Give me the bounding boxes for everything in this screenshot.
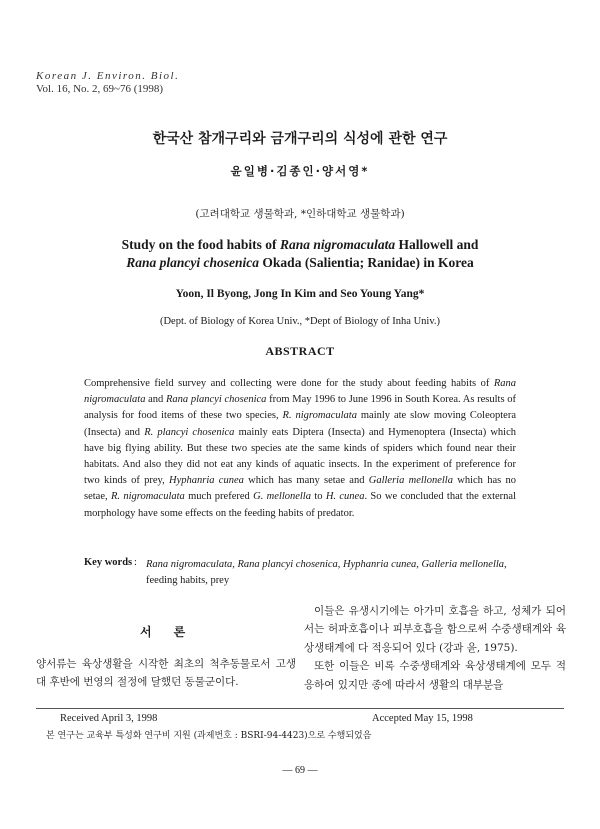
abstract-text: mainly ate slow moving Coleoptera (Insecta) and xyxy=(84,410,516,438)
species-name: Rana nigromaculata xyxy=(84,378,516,406)
keyword-comma: , xyxy=(416,559,422,570)
abstract-body xyxy=(84,376,516,522)
english-affiliation: (Dept. of Biology of Korea Univ., *Dept of Biology of Inha Univ.) xyxy=(159,316,441,327)
korean-authors: 윤일병·김종인·양서영* xyxy=(230,164,370,178)
korean-title: 한국산 참개구리와 금개구리의 식성에 관한 연구 xyxy=(152,131,448,147)
title-species: Rana nigromaculata xyxy=(279,237,396,252)
species-name: H. cunea xyxy=(325,491,365,503)
abstract-text: . So we concluded that the external morphology have some effects on the feeding habits of predator. xyxy=(84,491,516,519)
abstract-text: which has many setae and xyxy=(243,475,369,487)
abstract-text: Comprehensive field survey and collecting were done for the study about feeding habits of xyxy=(84,378,494,389)
english-title xyxy=(0,236,600,272)
species-name: R. plancyi chosenica xyxy=(144,426,235,438)
keywords-label: Key words xyxy=(84,557,133,568)
species-name: G. mellonella xyxy=(253,491,311,503)
english-authors: Yoon, Il Byong, Jong In Kim and Seo Young Yang* xyxy=(175,288,425,300)
abstract-text: which has no setae, xyxy=(84,475,516,503)
keyword: Galleria mellonella xyxy=(421,559,505,570)
funding-note: 본 연구는 교육부 특성화 연구비 지원 (과제번호 : BSRI-94-4423)으로 수행되었음 xyxy=(46,731,372,741)
title-species: Rana plancyi chosenica xyxy=(126,255,260,270)
korean-affiliation: (고려대학교 생물학과, *인하대학교 생물학과) xyxy=(195,208,405,220)
abstract-text: from May 1996 to June 1996 in South Korea. As results of analysis for food items of these two species, xyxy=(84,394,516,422)
abstract-heading: ABSTRACT xyxy=(265,344,335,358)
species-name: R. nigromaculata xyxy=(110,491,185,503)
species-name: Hyphanria cunea xyxy=(169,475,244,487)
page-number: — 69 — xyxy=(282,765,318,776)
species-name: R. nigromaculata xyxy=(282,410,357,422)
abstract-text: much prefered xyxy=(184,491,254,503)
intro-paragraph-2: 또한 이들은 비록 수중생태계와 육상생태계에 모두 적응하여 있지만 종에 따라서 생활의 대부분을 xyxy=(304,660,566,691)
keywords-separator: : xyxy=(134,557,137,568)
journal-volume: Vol. 16, No. 2, 69~76 (1998) xyxy=(36,83,164,95)
keyword-comma: , xyxy=(337,559,344,570)
intro-left-column: 양서류는 육상생활을 시작한 최초의 척추동물로서 고생대 후반에 번영의 절정에 달했던 동물군이다. xyxy=(36,658,296,689)
english-title-line1 xyxy=(0,236,600,254)
keywords-list xyxy=(146,557,518,589)
keyword: Rana nigromaculata xyxy=(146,559,233,570)
keyword: Hyphanria cunea xyxy=(343,559,417,570)
accepted-date: Accepted May 15, 1998 xyxy=(372,713,473,724)
abstract-text: and xyxy=(145,394,166,406)
journal-citation xyxy=(36,70,179,96)
journal-name: Korean J. Environ. Biol. xyxy=(36,70,180,82)
footnote-divider xyxy=(36,708,564,709)
title-text: Hallowell and xyxy=(395,237,479,252)
intro-right-column xyxy=(304,602,566,694)
intro-paragraph-1: 이들은 유생시기에는 아가미 호흡을 하고, 성체가 되어서는 허파호흡이나 피부호흡을 함으로써 수중생태계와 육상생태계에 다 적응되어 있다 (강과 윤, 1975). xyxy=(304,605,566,654)
keyword: Rana plancyi chosenica xyxy=(237,559,338,570)
abstract-text: mainly eats Diptera (Insecta) and Hymenoptera (Insecta) which have big flying ability. But these two species ate the same kinds of spiders which found near their habitats. And also they did not eat any kinds of aquatic insects. In the experiment of preference for two kinds of prey, xyxy=(84,426,516,487)
abstract-text: to xyxy=(310,491,326,503)
section-heading-introduction: 서론 xyxy=(140,625,208,639)
keyword-rest: , feeding habits, prey xyxy=(146,559,507,586)
title-text: Okada (Salientia; Ranidae) in Korea xyxy=(259,255,474,270)
title-text: Study on the food habits of xyxy=(121,237,280,252)
english-title-line2 xyxy=(0,254,600,272)
species-name: Rana plancyi chosenica xyxy=(166,394,267,406)
keyword-comma: , xyxy=(232,559,238,570)
received-date: Received April 3, 1998 xyxy=(60,713,158,724)
species-name: Galleria mellonella xyxy=(368,475,453,487)
